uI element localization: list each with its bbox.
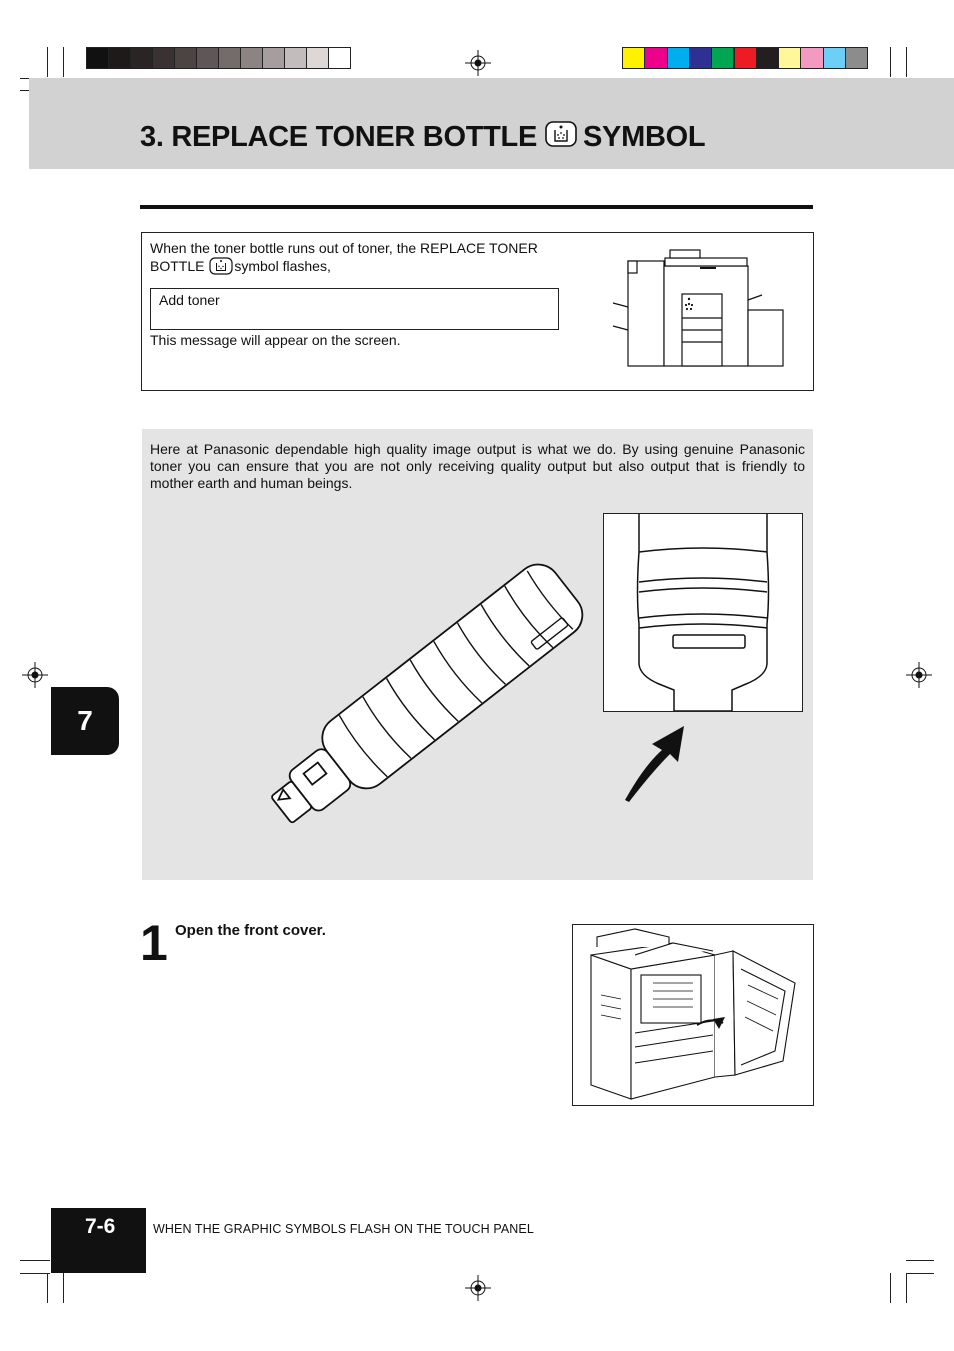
crop-mark	[47, 47, 48, 77]
info-line-1: When the toner bottle runs out of toner, the REPLACE TONER	[150, 240, 538, 256]
gray-swatch	[262, 47, 285, 69]
registration-mark-icon	[906, 662, 932, 688]
title-text-end: SYMBOL	[583, 121, 706, 153]
section-divider	[140, 205, 813, 209]
info-line-2-start: BOTTLE	[150, 258, 205, 274]
crop-mark	[20, 1273, 50, 1274]
info-line-2	[150, 257, 331, 279]
crop-mark	[906, 1260, 934, 1261]
crop-mark	[906, 1273, 934, 1274]
gray-swatch	[284, 47, 307, 69]
title-text-start: 3. REPLACE TONER BOTTLE	[140, 121, 537, 153]
crop-mark	[890, 1273, 891, 1303]
gray-swatch	[108, 47, 131, 69]
gray-swatch	[218, 47, 241, 69]
color-swatch	[644, 47, 667, 69]
page-title	[140, 121, 705, 155]
color-swatch	[734, 47, 757, 69]
crop-mark	[20, 1260, 50, 1261]
registration-mark-icon	[465, 1275, 491, 1301]
color-swatch	[689, 47, 712, 69]
gray-swatch	[240, 47, 263, 69]
step-number: 1	[140, 915, 168, 971]
crop-mark	[63, 47, 64, 77]
panel-text: Here at Panasonic dependable high quality image output is what we do. By using genuine Panasonic toner you can ensure that you are not only receiving quality output but also output that is friendly to mother earth and human beings.	[150, 441, 805, 491]
chapter-tab: 7	[51, 687, 119, 755]
gray-swatch	[130, 47, 153, 69]
color-swatch	[800, 47, 823, 69]
gray-swatch	[86, 47, 109, 69]
registration-mark-icon	[465, 50, 491, 76]
color-swatch	[845, 47, 868, 69]
color-swatch	[622, 47, 645, 69]
info-line-3: This message will appear on the screen.	[150, 332, 401, 348]
gray-swatch	[328, 47, 351, 69]
footer-section-title: WHEN THE GRAPHIC SYMBOLS FLASH ON THE TOUCH PANEL	[153, 1222, 534, 1236]
step-instruction: Open the front cover.	[175, 922, 326, 939]
crop-mark	[890, 47, 891, 77]
copier-illustration	[610, 248, 790, 370]
curved-arrow-icon	[622, 722, 688, 804]
crop-mark	[63, 1273, 64, 1303]
color-swatch	[667, 47, 690, 69]
color-swatch	[778, 47, 801, 69]
registration-mark-icon	[22, 662, 48, 688]
color-swatch	[711, 47, 734, 69]
open-front-cover-illustration	[573, 925, 813, 1105]
color-swatch	[823, 47, 846, 69]
color-swatch	[756, 47, 779, 69]
toner-bottle-illustration	[240, 515, 620, 850]
crop-mark	[906, 47, 907, 77]
page-number: 7-6	[51, 1208, 146, 1273]
toner-bottle-icon	[545, 121, 577, 155]
crop-mark	[906, 1273, 907, 1303]
gray-swatch	[196, 47, 219, 69]
info-line-2-end: symbol flashes,	[234, 258, 331, 274]
touch-panel-message: Add toner	[159, 292, 220, 308]
gray-swatch	[152, 47, 175, 69]
gray-swatch	[174, 47, 197, 69]
bottle-closeup-illustration	[604, 514, 802, 711]
gray-swatch	[306, 47, 329, 69]
crop-mark	[47, 1273, 48, 1303]
toner-bottle-icon	[209, 257, 233, 279]
